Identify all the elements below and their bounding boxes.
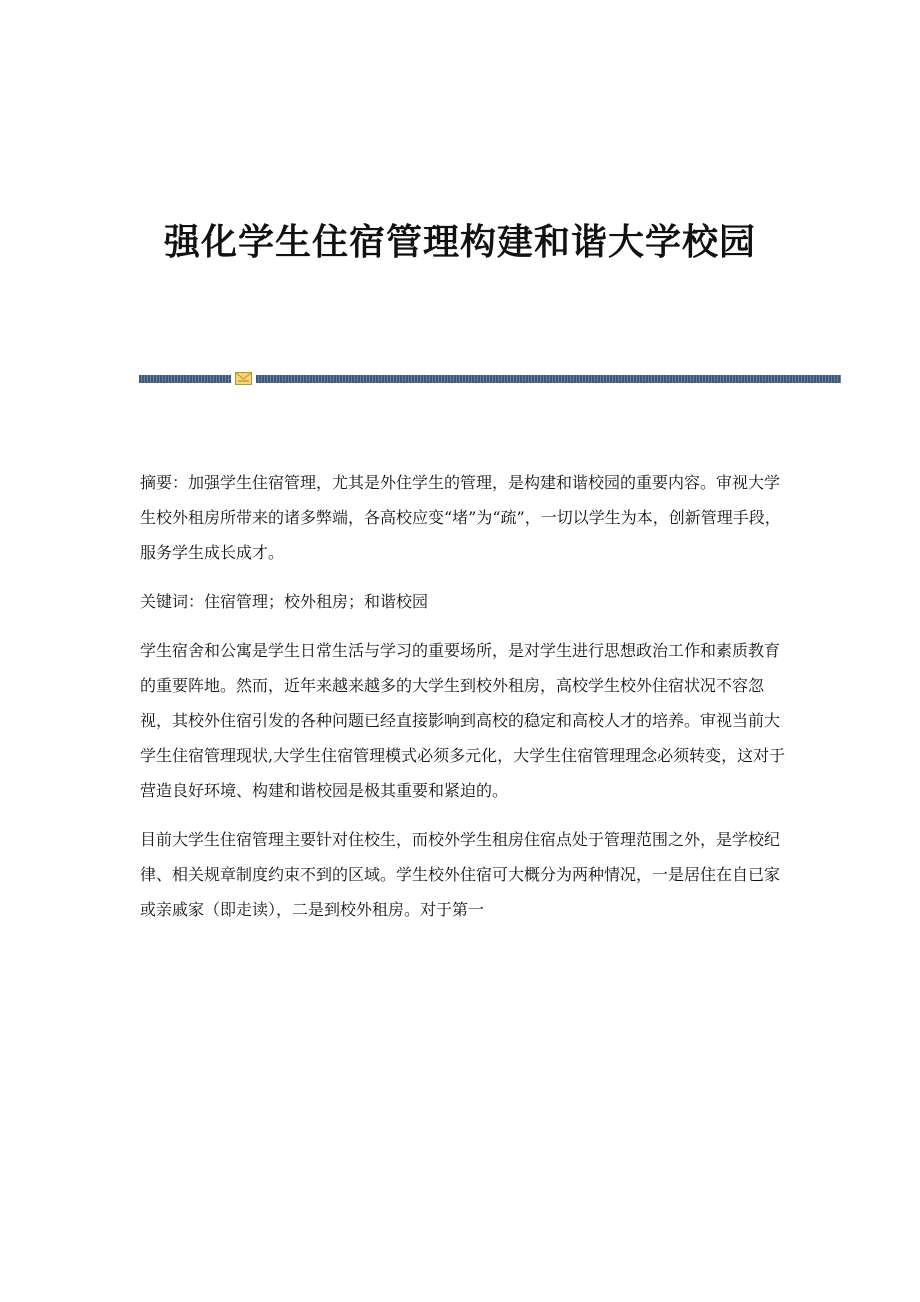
divider-bar-right: [256, 375, 841, 383]
envelope-ornament-icon: [235, 372, 252, 385]
abstract-paragraph: 摘要：加强学生住宿管理，尤其是外住学生的管理，是构建和谐校园的重要内容。审视大学生校外租房所带来的诸多弊端，各高校应变“堵”为“疏”，一切以学生为本，创新管理手段，服务学生成长成才。: [140, 473, 781, 562]
keywords-paragraph: 关键词：住宿管理；校外租房；和谐校园: [140, 592, 429, 611]
title-divider: [139, 375, 841, 383]
document-body: [140, 465, 790, 941]
divider-bar-left: [139, 375, 231, 383]
body-paragraph-2: 目前大学生住宿管理主要针对住校生，而校外学生租房住宿点处于管理范围之外，是学校纪律、相关规章制度约束不到的区域。学生校外住宿可大概分为两种情况，一是居住在自已家或亲戚家（即走读），二是到校外租房。对于第一: [140, 830, 781, 919]
document-title: 强化学生住宿管理构建和谐大学校园: [163, 221, 756, 263]
body-paragraph-1: 学生宿舍和公寓是学生日常生活与学习的重要场所，是对学生进行思想政治工作和素质教育的重要阵地。然而，近年来越来越多的大学生到校外租房，高校学生校外住宿状况不容忽视，其校外住宿引发的各种问题已经直接影响到高校的稳定和高校人才的培养。审视当前大学生住宿管理现状,大学生住宿管理模式必须多元化，大学生住宿管理理念必须转变，这对于营造良好环境、构建和谐校园是极其重要和紧迫的。: [140, 641, 786, 800]
